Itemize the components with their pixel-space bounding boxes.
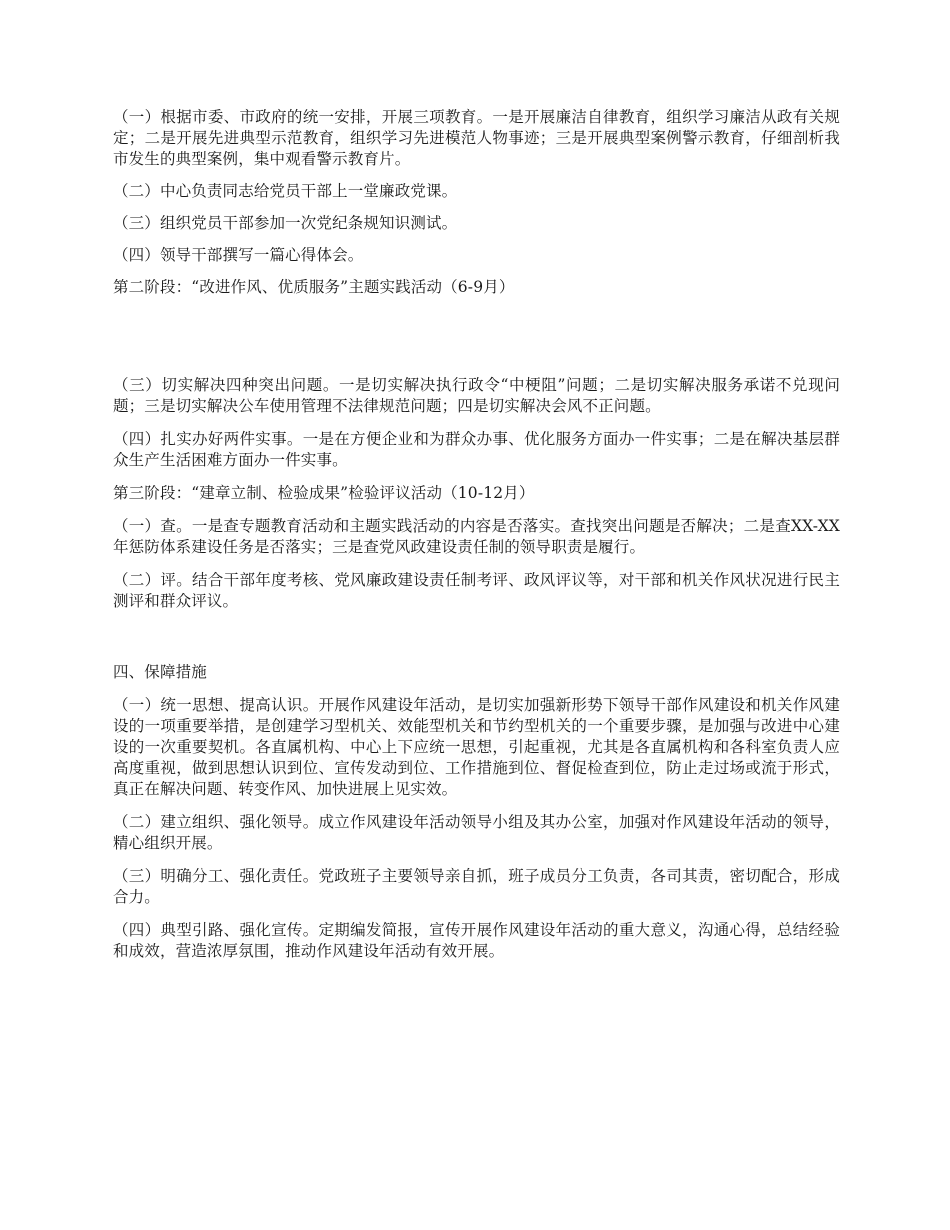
paragraph-responsibility: （三）明确分工、强化责任。党政班子主要领导亲自抓，班子成员分工负责，各司其责，密切配合，形成合力。: [113, 867, 840, 906]
paragraph-four-problems: （三）切实解决四种突出问题。一是切实解决执行政令“中梗阻”问题；二是切实解决服务承诺不兑现问题；三是切实解决公车使用管理不法律规范问题；四是切实解决会风不正问题。: [113, 376, 840, 415]
paragraph-party-lecture: （二）中心负责同志给党员干部上一堂廉政党课。: [113, 182, 458, 200]
stage-three-heading: 第三阶段：“建章立制、检验成果”检验评议活动（10-12月）: [113, 484, 535, 502]
paragraph-unify-thinking: （一）统一思想、提高认识。开展作风建设年活动，是切实加强新形势下领导干部作风建设和机关作风建设的一项重要举措，是创建学习型机关、效能型机关和节约型机关的一个重要步骤，是加强与改进中心建设的一次重要契机。各直属机构、中心上下应统一思想，引起重视，尤其是各直属机构和各科室负责人应高度重视，做到思想认识到位、宣传发动到位、工作措施到位、督促检查到位，防止走过场或流于形式，真正在解决问题、转变作风、加快进展上见实效。: [113, 696, 840, 798]
paragraph-organization: （二）建立组织、强化领导。成立作风建设年活动领导小组及其办公室，加强对作风建设年活动的领导，精心组织开展。: [113, 813, 840, 852]
paragraph-two-matters: （四）扎实办好两件实事。一是在方便企业和为群众办事、优化服务方面办一件实事；二是在解决基层群众生产生活困难方面办一件实事。: [113, 430, 840, 469]
section-heading-safeguards: 四、保障措施: [113, 663, 207, 681]
paragraph-evaluate: （二）评。结合干部年度考核、党风廉政建设责任制考评、政风评议等，对干部和机关作风状况进行民主测评和群众评议。: [113, 571, 840, 610]
paragraph-knowledge-test: （三）组织党员干部参加一次党纪条规知识测试。: [113, 214, 458, 232]
paragraph-education: （一）根据市委、市政府的统一安排，开展三项教育。一是开展廉洁自律教育，组织学习廉洁从政有关规定；二是开展先进典型示范教育，组织学习先进模范人物事迹；三是开展典型案例警示教育，仔细剖析我市发生的典型案例，集中观看警示教育片。: [113, 108, 840, 168]
stage-two-heading: 第二阶段：“改进作风、优质服务”主题实践活动（6-9月）: [113, 278, 515, 296]
paragraph-experience-essay: （四）领导干部撰写一篇心得体会。: [113, 246, 364, 264]
paragraph-check: （一）查。一是查专题教育活动和主题实践活动的内容是否落实。查找突出问题是否解决；二是查XX-XX年惩防体系建设任务是否落实；三是查党风政建设责任制的领导职责是履行。: [113, 517, 840, 556]
document-page: [113, 107, 840, 962]
paragraph-publicity: （四）典型引路、强化宣传。定期编发简报，宣传开展作风建设年活动的重大意义，沟通心得，总结经验和成效，营造浓厚氛围，推动作风建设年活动有效开展。: [113, 921, 840, 960]
